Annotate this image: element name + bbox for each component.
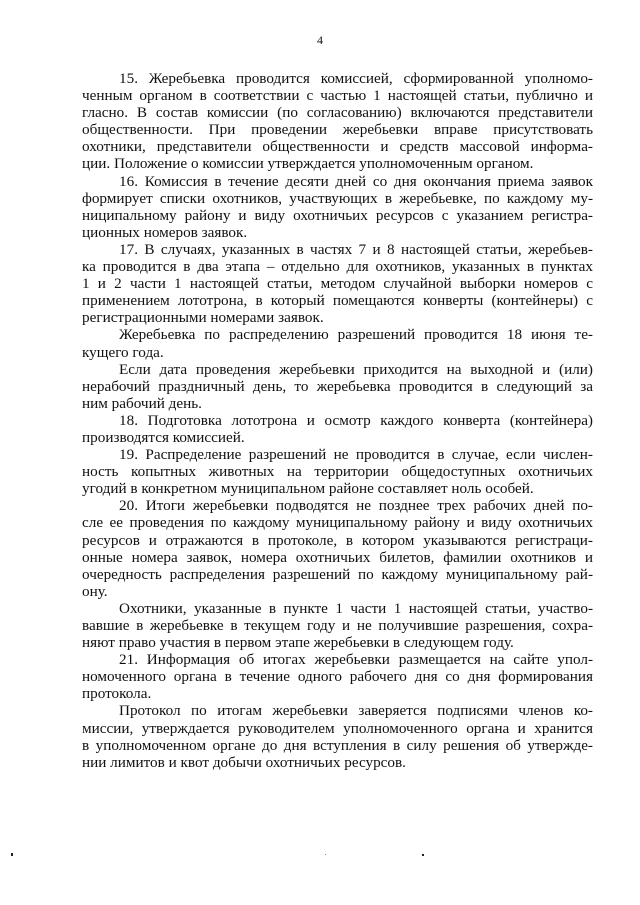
text-line: онные номера заявок, номера охотничьих билетов, фамилии охотников и <box>82 548 593 566</box>
text-line: ону. <box>82 582 108 600</box>
document-body <box>82 70 593 771</box>
paragraph-15 <box>82 70 593 173</box>
text-line: 20. Итоги жеребьевки подводятся не позднее трех рабочих дней по- <box>119 497 593 515</box>
text-line: производятся комиссией. <box>82 428 245 446</box>
paragraph-16 <box>82 173 593 241</box>
text-line: няют право участия в первом этапе жеребьевки в следующем году. <box>82 634 514 652</box>
page-number: 4 <box>317 33 323 47</box>
text-line: формирует списки охотников, участвующих в жеребьевке, по каждому му- <box>82 189 593 207</box>
text-line: Охотники, указанные в пункте 1 части 1 настоящей статьи, участво- <box>119 599 593 617</box>
text-line: Жеребьевка по распределению разрешений проводится 18 июня те- <box>119 326 593 344</box>
text-line: регистрационными номерами заявок. <box>82 309 324 327</box>
text-line: применением лототрона, в который помещаются конверты (контейнеры) с <box>82 292 593 310</box>
text-line: 18. Подготовка лототрона и осмотр каждого конверта (контейнера) <box>119 411 593 429</box>
text-line: ресурсов и отражаются в протоколе, в котором указываются регистраци- <box>82 531 593 549</box>
scan-speck <box>11 853 13 856</box>
text-line: общественности. При проведении жеребьевки вправе присутствовать <box>82 121 593 139</box>
paragraph-20 <box>82 497 593 600</box>
paragraph-protocol <box>82 702 593 770</box>
text-line: номоченного органа в течение одного рабочего дня со дня формирования <box>82 668 593 686</box>
text-line: ционных номеров заявок. <box>82 223 248 241</box>
text-line: сле ее проведения по каждому муниципальному району и виду охотничьих <box>82 514 593 532</box>
text-line: ка проводится в два этапа – отдельно для охотников, указанных в пунктах <box>82 258 593 276</box>
text-line: нии лимитов и квот добычи охотничьих ресурсов. <box>82 753 406 771</box>
text-line: очередность распределения разрешений по каждому муниципальному рай- <box>82 565 593 583</box>
text-line: гласно. В состав комиссии (по согласованию) включаются представители <box>82 104 593 122</box>
paragraph-21 <box>82 651 593 702</box>
text-line: 16. Комиссия в течение десяти дней со дня окончания приема заявок <box>119 172 593 190</box>
text-line: 21. Информация об итогах жеребьевки размещается на сайте упол- <box>119 651 593 669</box>
text-line: ность копытных животных на территории общедоступных охотничьих <box>82 463 593 481</box>
paragraph-19 <box>82 446 593 497</box>
text-line: ниципальному району и виду охотничьих ресурсов с указанием регистра- <box>82 206 593 224</box>
text-line: Протокол по итогам жеребьевки заверяется подписями членов ко- <box>119 702 593 720</box>
text-line: нерабочий праздничный день, то жеребьевка проводится в следующий за <box>82 377 593 395</box>
text-line: 17. В случаях, указанных в частях 7 и 8 настоящей статьи, жеребьев- <box>119 240 593 258</box>
text-line: 1 и 2 части 1 настоящей статьи, методом случайной выборки номеров с <box>82 275 593 293</box>
paragraph-18 <box>82 412 593 446</box>
text-line: в уполномоченном органе до дня вступления в силу решения об утвержде- <box>82 736 593 754</box>
text-line: охотники, представители общественности и средств массовой информа- <box>82 138 593 156</box>
paragraph-17 <box>82 241 593 326</box>
scan-speck <box>422 854 424 856</box>
paragraph-holiday <box>82 361 593 412</box>
text-line: угодий в конкретном муниципальном районе составляет ноль особей. <box>82 480 534 498</box>
text-line: миссии, утверждается руководителем уполномоченного органа и хранится <box>82 719 593 737</box>
text-line: ним рабочий день. <box>82 394 202 412</box>
text-line: Если дата проведения жеребьевки приходится на выходной и (или) <box>119 360 593 378</box>
text-line: ченным органом в соответствии с частью 1 настоящей статьи, публично и <box>82 87 593 105</box>
text-line: 15. Жеребьевка проводится комиссией, сформированной уполномо- <box>119 70 593 87</box>
text-line: протокола. <box>82 685 152 703</box>
text-line: кущего года. <box>82 343 164 361</box>
paragraph-draw-date <box>82 326 593 360</box>
text-line: ции. Положение о комиссии утверждается уполномоченным органом. <box>82 155 534 173</box>
scan-speck <box>325 854 326 855</box>
text-line: 19. Распределение разрешений не проводится в случае, если числен- <box>119 446 593 464</box>
text-line: вавшие в жеребьевке в текущем году и не получившие разрешения, сохра- <box>82 617 593 634</box>
paragraph-hunters <box>82 600 593 651</box>
